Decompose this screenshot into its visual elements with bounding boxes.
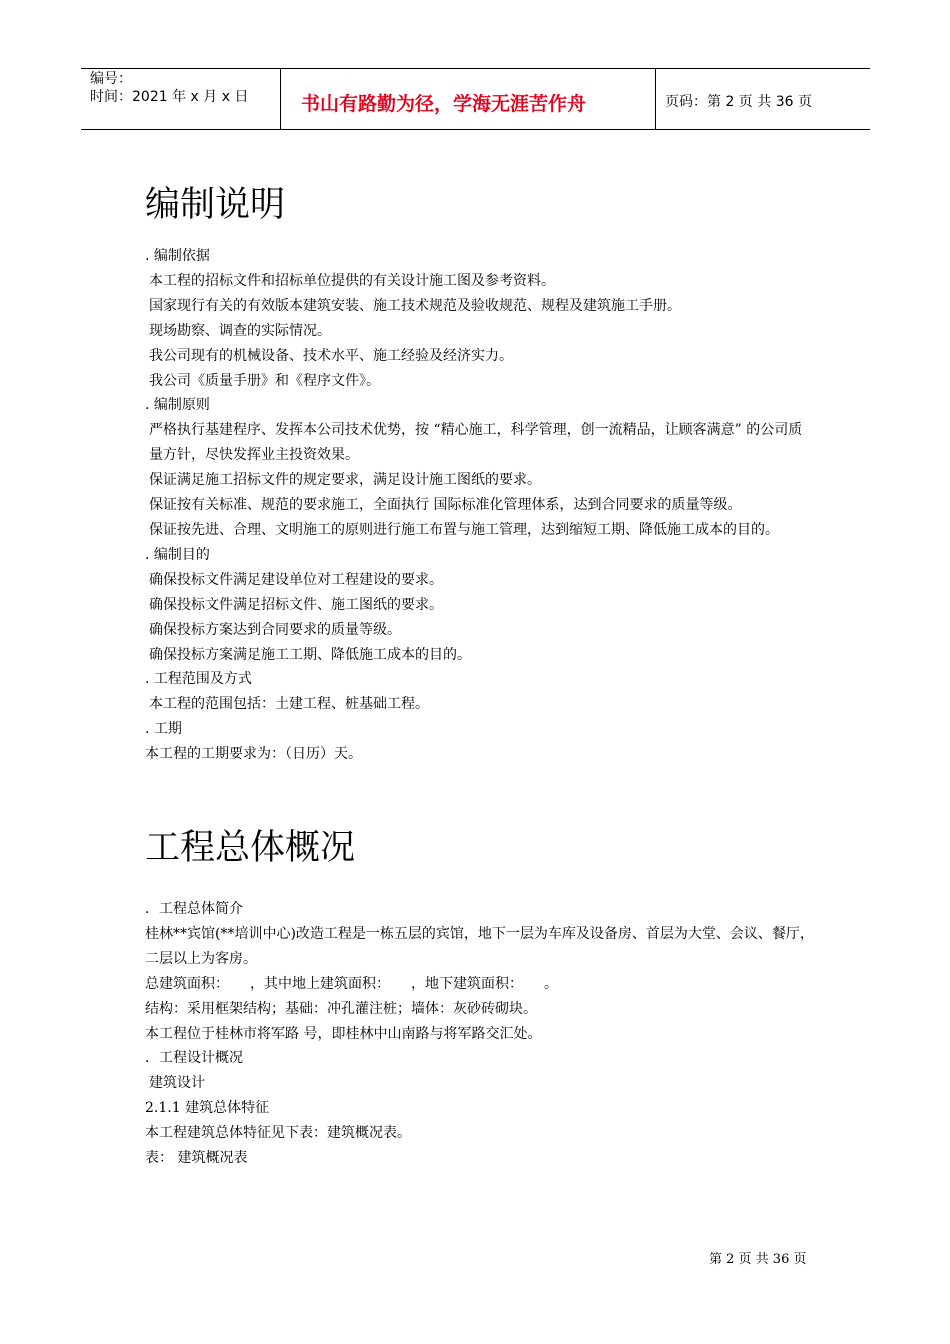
paragraph: 保证按先进、合理、文明施工的原则进行施工布置与施工管理，达到缩短工期、降低施工成本的目的。 <box>149 521 779 538</box>
paragraph: 桂林**宾馆(**培训中心)改造工程是一栋五层的宾馆，地下一层为车库及设备房、首层为大堂、会议、餐厅，二层以上为客房。 <box>145 925 814 967</box>
paragraph: 本工程的范围包括：土建工程、桩基础工程。 <box>149 696 429 713</box>
subheading: . 工程范围及方式 <box>145 671 252 688</box>
section-title-overview: 工程总体概况 <box>145 828 356 869</box>
document-header <box>81 68 870 130</box>
time-label: 时间：2021 年 x 月 x 日 <box>90 89 249 105</box>
document-body <box>145 170 815 1171</box>
header-page-cell <box>655 69 870 129</box>
paragraph: 结构：采用框架结构；基础：冲孔灌注桩；墙体：灰砂砖砌块。 <box>145 1000 537 1017</box>
subheading: . 编制依据 <box>145 248 210 264</box>
paragraph: 国家现行有关的有效版本建筑安装、施工技术规范及验收规范、规程及建筑施工手册。 <box>149 297 681 314</box>
paragraph: 严格执行基建程序、发挥本公司技术优势，按 “精心施工，科学管理，创一流精品，让顾客满意” 的公司质量方针，尽快发挥业主投资效果。 <box>149 422 803 464</box>
paragraph: 确保投标文件满足建设单位对工程建设的要求。 <box>149 571 443 588</box>
paragraph: 保证满足施工招标文件的规定要求，满足设计施工图纸的要求。 <box>149 472 541 489</box>
paragraph: 我公司现有的机械设备、技术水平、施工经验及经济实力。 <box>149 347 513 364</box>
footer-page-number: 第 2 页 共 36 页 <box>709 1252 807 1267</box>
header-meta-cell <box>81 69 280 129</box>
subheading: ．工程总体简介 <box>145 901 243 918</box>
subheading: 2.1.1 建筑总体特征 <box>145 1100 270 1117</box>
number-label: 编号： <box>90 71 132 87</box>
paragraph: 本工程位于桂林市将军路 号，即桂林中山南路与将军路交汇处。 <box>145 1025 542 1042</box>
subheading: . 工期 <box>145 721 182 738</box>
paragraph: 本工程的招标文件和招标单位提供的有关设计施工图及参考资料。 <box>149 272 555 289</box>
paragraph: 确保投标文件满足招标文件、施工图纸的要求。 <box>149 596 443 613</box>
header-page-number: 页码：第 2 页 共 36 页 <box>665 94 812 110</box>
paragraph: 我公司《质量手册》和《程序文件》。 <box>149 372 380 389</box>
paragraph: 总建筑面积： ，其中地上建筑面积： ，地下建筑面积： 。 <box>145 975 558 992</box>
subheading: . 编制目的 <box>145 546 210 563</box>
paragraph: 本工程建筑总体特征见下表：建筑概况表。 <box>145 1125 411 1142</box>
paragraph: 保证按有关标准、规范的要求施工，全面执行 国际标准化管理体系，达到合同要求的质量等级。 <box>149 497 742 514</box>
header-motto: 书山有路勤为径，学海无涯苦作舟 <box>301 93 587 115</box>
subheading: . 编制原则 <box>145 397 210 414</box>
paragraph: 现场勘察、调查的实际情况。 <box>149 322 331 339</box>
subheading: 建筑设计 <box>149 1075 205 1092</box>
paragraph: 确保投标方案满足施工工期、降低施工成本的目的。 <box>149 646 471 663</box>
paragraph: 确保投标方案达到合同要求的质量等级。 <box>149 621 401 638</box>
header-motto-cell <box>280 69 656 129</box>
paragraph: 本工程的工期要求为：（日历）天。 <box>145 746 362 763</box>
table-caption: 表： 建筑概况表 <box>145 1150 248 1167</box>
section-title-compilation: 编制说明 <box>145 185 286 225</box>
subheading: ．工程设计概况 <box>145 1050 243 1067</box>
